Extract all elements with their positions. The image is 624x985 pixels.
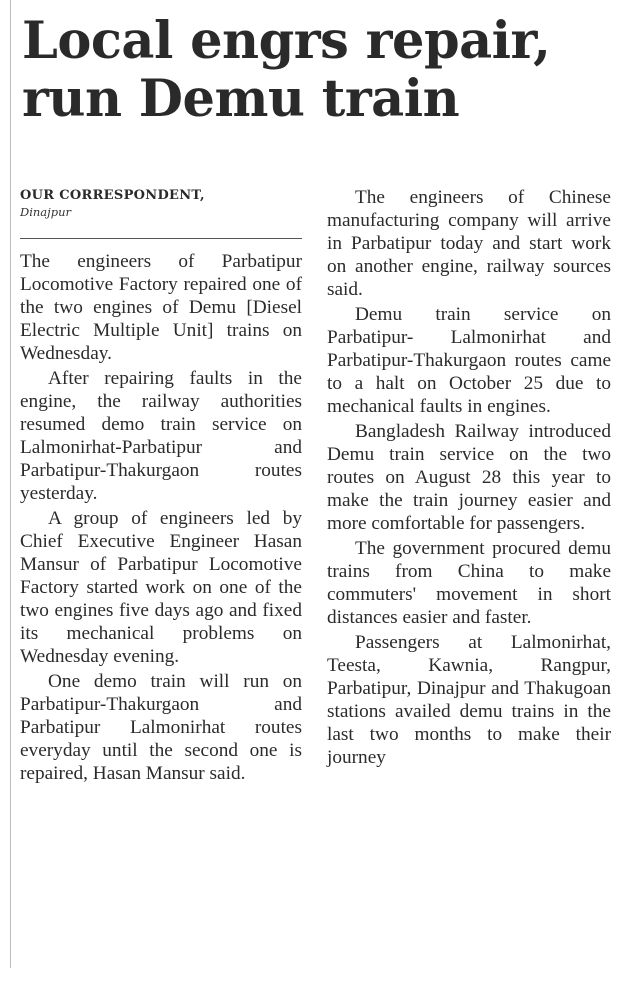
paragraph: Bangladesh Railway introduced Demu train service on the two routes on August 28 this year to make the train journey easier and more comfortable for passengers. — [327, 421, 611, 534]
byline — [20, 188, 302, 220]
paragraph: A group of engineers led by Chief Executive Engineer Hasan Mansur of Parbatipur Locomotive Factory started work on one of the two engines five days ago and fixed its mechanical problems on Wednesday evening. — [20, 508, 302, 667]
byline-place: Dinajpur — [20, 205, 71, 219]
paragraph: The engineers of Chinese manufacturing company will arrive in Parbatipur today and start work on another engine, railway sources said. — [327, 187, 611, 300]
paragraph: One demo train will run on Parbatipur-Thakurgaon and Parbatipur Lalmonirhat routes everyday until the second one is repaired, Hasan Mansur said. — [20, 671, 302, 784]
article-column-right — [327, 186, 611, 771]
paragraph: The engineers of Parbatipur Locomotive Factory repaired one of the two engines of Demu [Diesel Electric Multiple Unit] trains on Wednesday. — [20, 251, 302, 364]
paragraph: The government procured demu trains from China to make commuters' movement in short distances easier and faster. — [327, 538, 611, 628]
paragraph: Passengers at Lalmonirhat, Teesta, Kawnia, Rangpur, Parbatipur, Dinajpur and Thakugoan stations availed demu trains in the last two months to make their journey — [327, 632, 611, 768]
byline-author: OUR CORRESPONDENT, — [20, 188, 205, 203]
paragraph: Demu train service on Parbatipur- Lalmonirhat and Parbatipur-Thakurgaon routes came to a halt on October 25 due to mechanical faults in engines. — [327, 304, 611, 417]
paragraph: After repairing faults in the engine, the railway authorities resumed demo train service on Lalmonirhat-Parbatipur and Parbatipur-Thakurgaon routes yesterday. — [20, 368, 302, 504]
column-divider-rule — [10, 0, 11, 968]
article-column-left — [20, 250, 302, 787]
byline-rule — [20, 238, 302, 239]
headline: Local engrs repair, run Demu train — [22, 11, 551, 129]
